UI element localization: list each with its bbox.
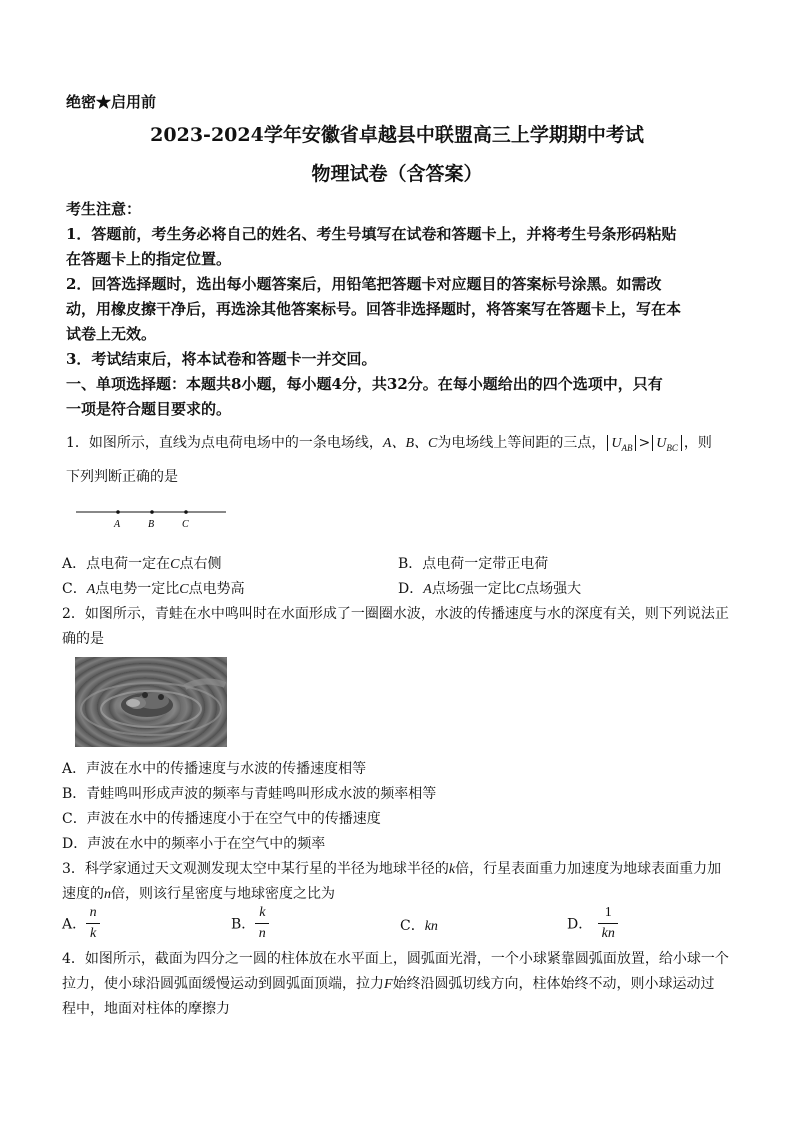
confidential-label: 绝密★启用前 <box>66 93 157 111</box>
q1-option-c: C．A点电势一定比C点电势高 <box>62 581 245 597</box>
q1-stem-cont: 下列判断正确的是 <box>66 469 178 485</box>
abs-u-bc: $U_{BC}$ <box>652 435 682 451</box>
q1-option-b: B．点电荷一定带正电荷 <box>398 556 549 572</box>
q2-option-b: B．青蛙鸣叫形成声波的频率与青蛙鸣叫形成水波的频率相等 <box>62 786 437 802</box>
exam-subtitle: 物理试卷（含答案） <box>311 163 483 185</box>
point-c-label: C <box>182 519 189 530</box>
point-c-dot <box>184 510 188 514</box>
exam-title: 2023-2024学年安徽省卓越县中联盟高三上学期期中考试 <box>150 124 644 146</box>
q2-stem-cont: 确的是 <box>62 631 104 647</box>
frog-photo <box>75 657 227 747</box>
q3-option-d: D． $\frac{1}{kn}$ <box>567 905 618 942</box>
q2-option-a: A．声波在水中的传播速度与水波的传播速度相等 <box>62 761 367 777</box>
section-heading-cont: 一项是符合题目要求的。 <box>66 400 232 418</box>
q2-stem: 2．如图所示，青蛙在水中鸣叫时在水面形成了一圈圈水波，水波的传播速度与水的深度有关，则下列说法正 <box>62 606 729 622</box>
q3-option-b: B． $\frac{k}{n}$ <box>231 905 269 942</box>
q2-option-d: D．声波在水中的频率小于在空气中的频率 <box>62 836 326 852</box>
notice-item-3: 3．考试结束后，将本试卷和答题卡一并交回。 <box>66 350 377 368</box>
q1-option-a: A．点电荷一定在C点右侧 <box>62 556 222 572</box>
q2-option-c: C．声波在水中的传播速度小于在空气中的传播速度 <box>62 811 381 827</box>
q3-option-c: C．kn <box>400 918 438 934</box>
point-b-label: B <box>148 519 155 530</box>
notice-item-1-cont: 在答题卡上的指定位置。 <box>66 250 232 268</box>
q3-stem: 3．科学家通过天文观测发现太空中某行星的半径为地球半径的k倍，行星表面重力加速度为地球表面重力加 <box>62 861 722 877</box>
q4-stem: 4．如图所示，截面为四分之一圆的柱体放在水平面上，圆弧面光滑，一个小球紧靠圆弧面放置，给小球一个 <box>62 951 729 967</box>
frog-photo-art <box>75 657 227 747</box>
field-line-figure <box>74 505 234 531</box>
q3-option-a: A． $\frac{n}{k}$ <box>62 905 100 942</box>
notice-item-1: 1．答题前，考生务必将自己的姓名、考生号填写在试卷和答题卡上，并将考生号条形码粘贴 <box>66 225 677 243</box>
q1-option-d: D．A点场强一定比C点场强大 <box>398 581 582 597</box>
notice-item-2-cont: 动，用橡皮擦干净后，再选涂其他答案标号。回答非选择题时，将答案写在答题卡上，写在本 <box>66 300 682 318</box>
q3-stem-cont: 速度的n倍，则该行星密度与地球密度之比为 <box>62 886 335 902</box>
notice-heading: 考生注意： <box>66 200 142 218</box>
abs-u-ab: $U_{AB}$ <box>607 435 636 451</box>
q4-stem-cont2: 程中，地面对柱体的摩擦力 <box>62 1001 230 1017</box>
point-b-dot <box>150 510 154 514</box>
q1-stem: 1．如图所示，直线为点电荷电场中的一条电场线，A、B、C为电场线上等间距的三点， $U_{AB} > U_{BC}$ ，则 <box>66 435 712 453</box>
point-a-dot <box>116 510 120 514</box>
notice-item-2-cont2: 试卷上无效。 <box>66 325 157 343</box>
section-heading: 一、单项选择题：本题共8小题，每小题4分，共32分。在每小题给出的四个选项中，只有 <box>66 375 663 393</box>
q4-stem-cont: 拉力，使小球沿圆弧面缓慢运动到圆弧面顶端，拉力F始终沿圆弧切线方向，柱体始终不动，则小球运动过 <box>62 976 715 992</box>
notice-item-2: 2．回答选择题时，选出每小题答案后，用铅笔把答题卡对应题目的答案标号涂黑。如需改 <box>66 275 662 293</box>
point-a-label: A <box>114 519 121 530</box>
